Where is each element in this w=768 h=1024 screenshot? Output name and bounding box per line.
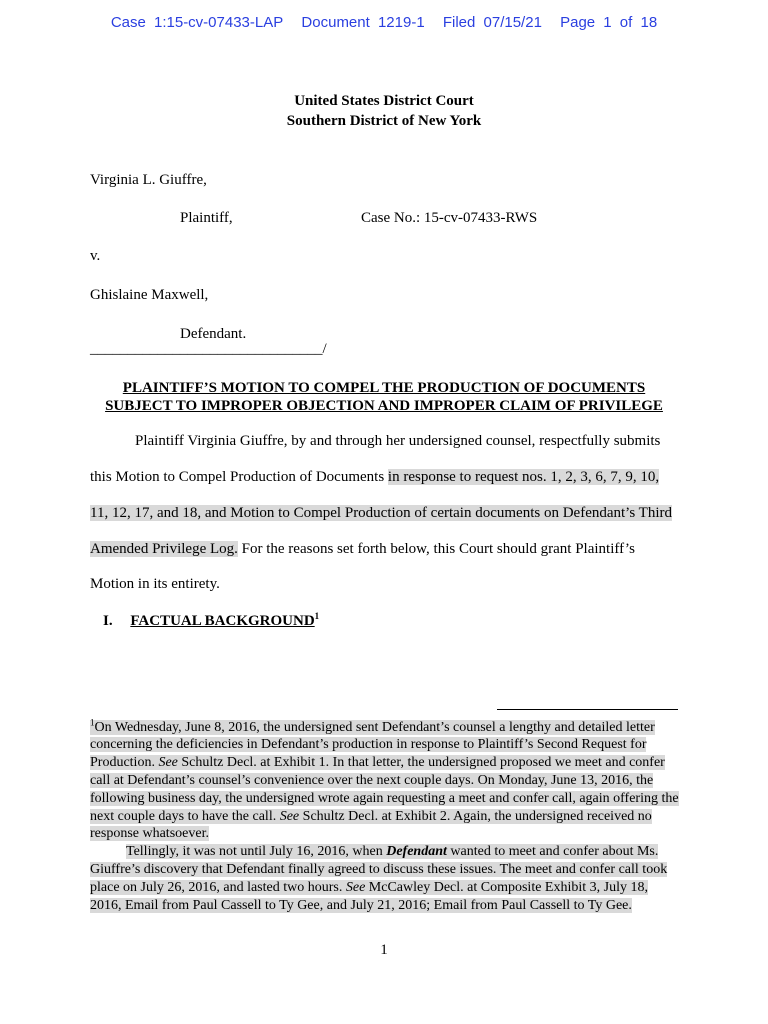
body-line-4 [90,541,635,558]
court-district: Southern District of New York [286,113,482,129]
plaintiff-role: Plaintiff, [180,210,233,226]
case-number-caption: Case No.: 15-cv-07433-RWS [361,210,538,226]
document-number: Document 1219-1 [301,14,425,31]
filed-date: Filed 07/15/21 [442,14,542,31]
defendant-name: Ghislaine Maxwell, [90,287,209,303]
body-line-4-plain: For the reasons set forth below, this Court should grant Plaintiff’s [237,541,635,557]
footnote-marker: 1 [90,717,95,727]
filing-header [0,14,768,31]
highlighted-text: Amended Privilege Log. [90,541,238,557]
body-line-1: Plaintiff Virginia Giuffre, by and through her undersigned counsel, respectfully submits [135,433,661,449]
body-line-2 [90,469,659,486]
plaintiff-name: Virginia L. Giuffre, [90,172,207,188]
highlighted-text: Tellingly, it was not until July 16, 2016, when Defendant wanted to meet and confer about Ms. Giuffre’s discovery that Defendant finally agreed to discuss these issues. The meet and confer call took place on July 26, 2016, and lasted two hours. See McCawley Decl. at Composite Exhibit 3, July 18, 2016, Email from Paul Cassell to Ty Gee, and July 21, 2016; Email from Paul Cassell to Ty Gee. [90,844,668,913]
motion-title-line-2: SUBJECT TO IMPROPER OBJECTION AND IMPROPER CLAIM OF PRIVILEGE [105,398,663,414]
case-number: Case 1:15-cv-07433-LAP [110,14,284,31]
versus: v. [90,248,101,264]
footnote-separator [497,709,678,710]
page-indicator: Page 1 of 18 [560,14,658,31]
footnote-paragraph-1 [90,714,680,843]
defendant-role: Defendant. [180,326,247,342]
body-line-5: Motion in its entirety. [90,576,220,592]
section-number: I. [103,613,113,629]
footnote-reference: 1 [314,611,320,621]
page-number: 1 [380,942,388,958]
section-title: FACTUAL BACKGROUND [130,613,315,629]
footnote [90,714,680,914]
footnote-paragraph-2 [90,843,680,914]
court-name: United States District Court [294,93,474,109]
highlighted-text: 11, 12, 17, and 18, and Motion to Compel Production of certain documents on Defendant’s Third [90,505,672,521]
body-line-3 [90,505,672,522]
section-heading [103,611,319,630]
body-line-2-plain: this Motion to Compel Production of Documents [90,469,388,485]
highlighted-text: in response to request nos. 1, 2, 3, 6, 7, 9, 10, [387,469,660,485]
motion-title-line-1: PLAINTIFF’S MOTION TO COMPEL THE PRODUCTION OF DOCUMENTS [122,380,646,396]
highlighted-text: $^1$On Wednesday, June 8, 2016, the undersigned sent Defendant’s counsel a lengthy and detailed letter concerning the deficiencies in Defendant’s production in response to Plaintiff’s Second Request for Production. See Schultz Decl. at Exhibit 1. In that letter, the undersigned proposed we meet and confer call at Defendant’s counsel’s convenience over the next couple days. On Monday, June 13, 2016, the following business day, the undersigned wrote again requesting a meet and confer call, again offering the next couple days to have the call. See Schultz Decl. at Exhibit 2. Again, the undersigned received no response whatsoever. [90,717,679,842]
caption-rule: _______________________________/ [90,341,327,357]
